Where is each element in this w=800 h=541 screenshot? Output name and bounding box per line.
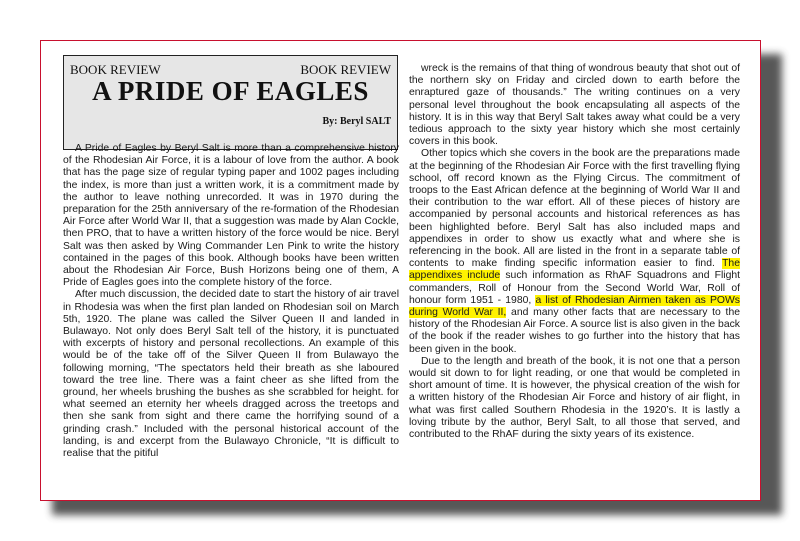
paragraph-text: Other topics which she covers in the book are the preparations made at the beginning of the Rhodesian Air Force with the first travelling flying school, off record known as the Flying Circus. The commitment of troops to the East African defence at the beginning of World War II and their contribution to the war effort. All of these pieces of history are accompanied by personal accounts and historical references as has been highlighted before. Beryl Salt has also included maps and appendixes in order to show us exactly what and where she is referencing in the book. All are listed in the front in a separate table of contents to make finding specific information easier to find.: [409, 148, 740, 270]
byline: By: Beryl SALT: [322, 116, 391, 127]
section-label-left: BOOK REVIEW: [70, 62, 161, 77]
paragraph: A Pride of Eagles by Beryl Salt is more than a comprehensive history of the Rhodesian Air Force, it is a labour of love from the author. A book that has the page size of regular typing paper and 1002 pages including the index, is more than just a written work, it is a commitment made by the author to leave nothing unrecorded. It was in 1970 during the preparation for the 25th anniversary of the re-formation of the Rhodesian Air Force after World War II, that a suggestion was made by Alan Cockle, then PRO, that to have a written history of the force would be nice. Beryl Salt was then asked by Wing Commander Len Pink to write the history contained in the pages of this book. Although books have been written about the Rhodesian Air Force, Bush Horizons being one of them, A Pride of Eagles goes into the complete history of the force.: [63, 143, 399, 289]
title-box: [63, 55, 398, 150]
highlighted-text: The appendixes include: [409, 258, 740, 282]
highlighted-text: a list of Rhodesian Airmen taken as POWs during World War II,: [409, 294, 741, 319]
section-label-right: BOOK REVIEW: [300, 62, 391, 77]
column-left: [63, 143, 399, 460]
paragraph-text: such information as RhAF Squadrons and Flight commanders, Roll of Honour from the Second World War, Roll of honour form 1951 - 1980,: [409, 270, 741, 306]
paragraph-text: and many other facts that are necessary to the history of the Rhodesian Air Force. A source list is also given in the back of the book if the reader wishes to go further into the history that has been given in the book.: [409, 307, 740, 355]
article-page: [40, 40, 761, 501]
paragraph: wreck is the remains of that thing of wondrous beauty that shot out of the northern sky on Friday and circled down to earth before the enraptured gaze of thousands.” The writing continues on a very personal level throughout the book encapsulating all aspects of the history. It is in this way that Beryl Salt takes away what could be a very tedious approach to the sixty year history which she most certainly covers in this book.: [409, 63, 740, 148]
paragraph: [409, 148, 740, 355]
paragraph: Due to the length and breath of the book, it is not one that a person would sit down to for light reading, or one that would be completed in short amount of time. It is however, the physical creation of the wish for a written history of the Rhodesian Air Force and history of air flight, in what was first called Southern Rhodesia in the 1920’s. It is lastly a loving tribute by the author, Beryl Salt, to all those that served, and contributed to the RhAF during the sixty years of its existence.: [409, 355, 740, 441]
column-right: [409, 63, 740, 441]
article-title: A PRIDE OF EAGLES: [92, 76, 369, 106]
paragraph: After much discussion, the decided date to start the history of air travel in Rhodesia was when the first plan landed on Rhodesian soil on March 5th, 1920. The plane was called the Silver Queen II and landed in Bulawayo. Not only does Beryl Salt tell of the history, it is punctuated with excerpts of history and personal recollections. An example of this would be of the take off of the Silver Queen II from Bulawayo the following morning, “The spectators held their breath as she laboured toward the tree line. There was a faint cheer as she lifted from the ground, her wheels brushing the bushes as she scrabbled for height. for what seemed an eternity her wheels dragged across the treetops and then she sank from sight and there came the horrifying sound of a grinding crash.” Included with the personal historical account of the landing, is and excerpt from the Bulawayo Chronicle, “It is difficult to realise that the pitiful: [63, 289, 400, 460]
